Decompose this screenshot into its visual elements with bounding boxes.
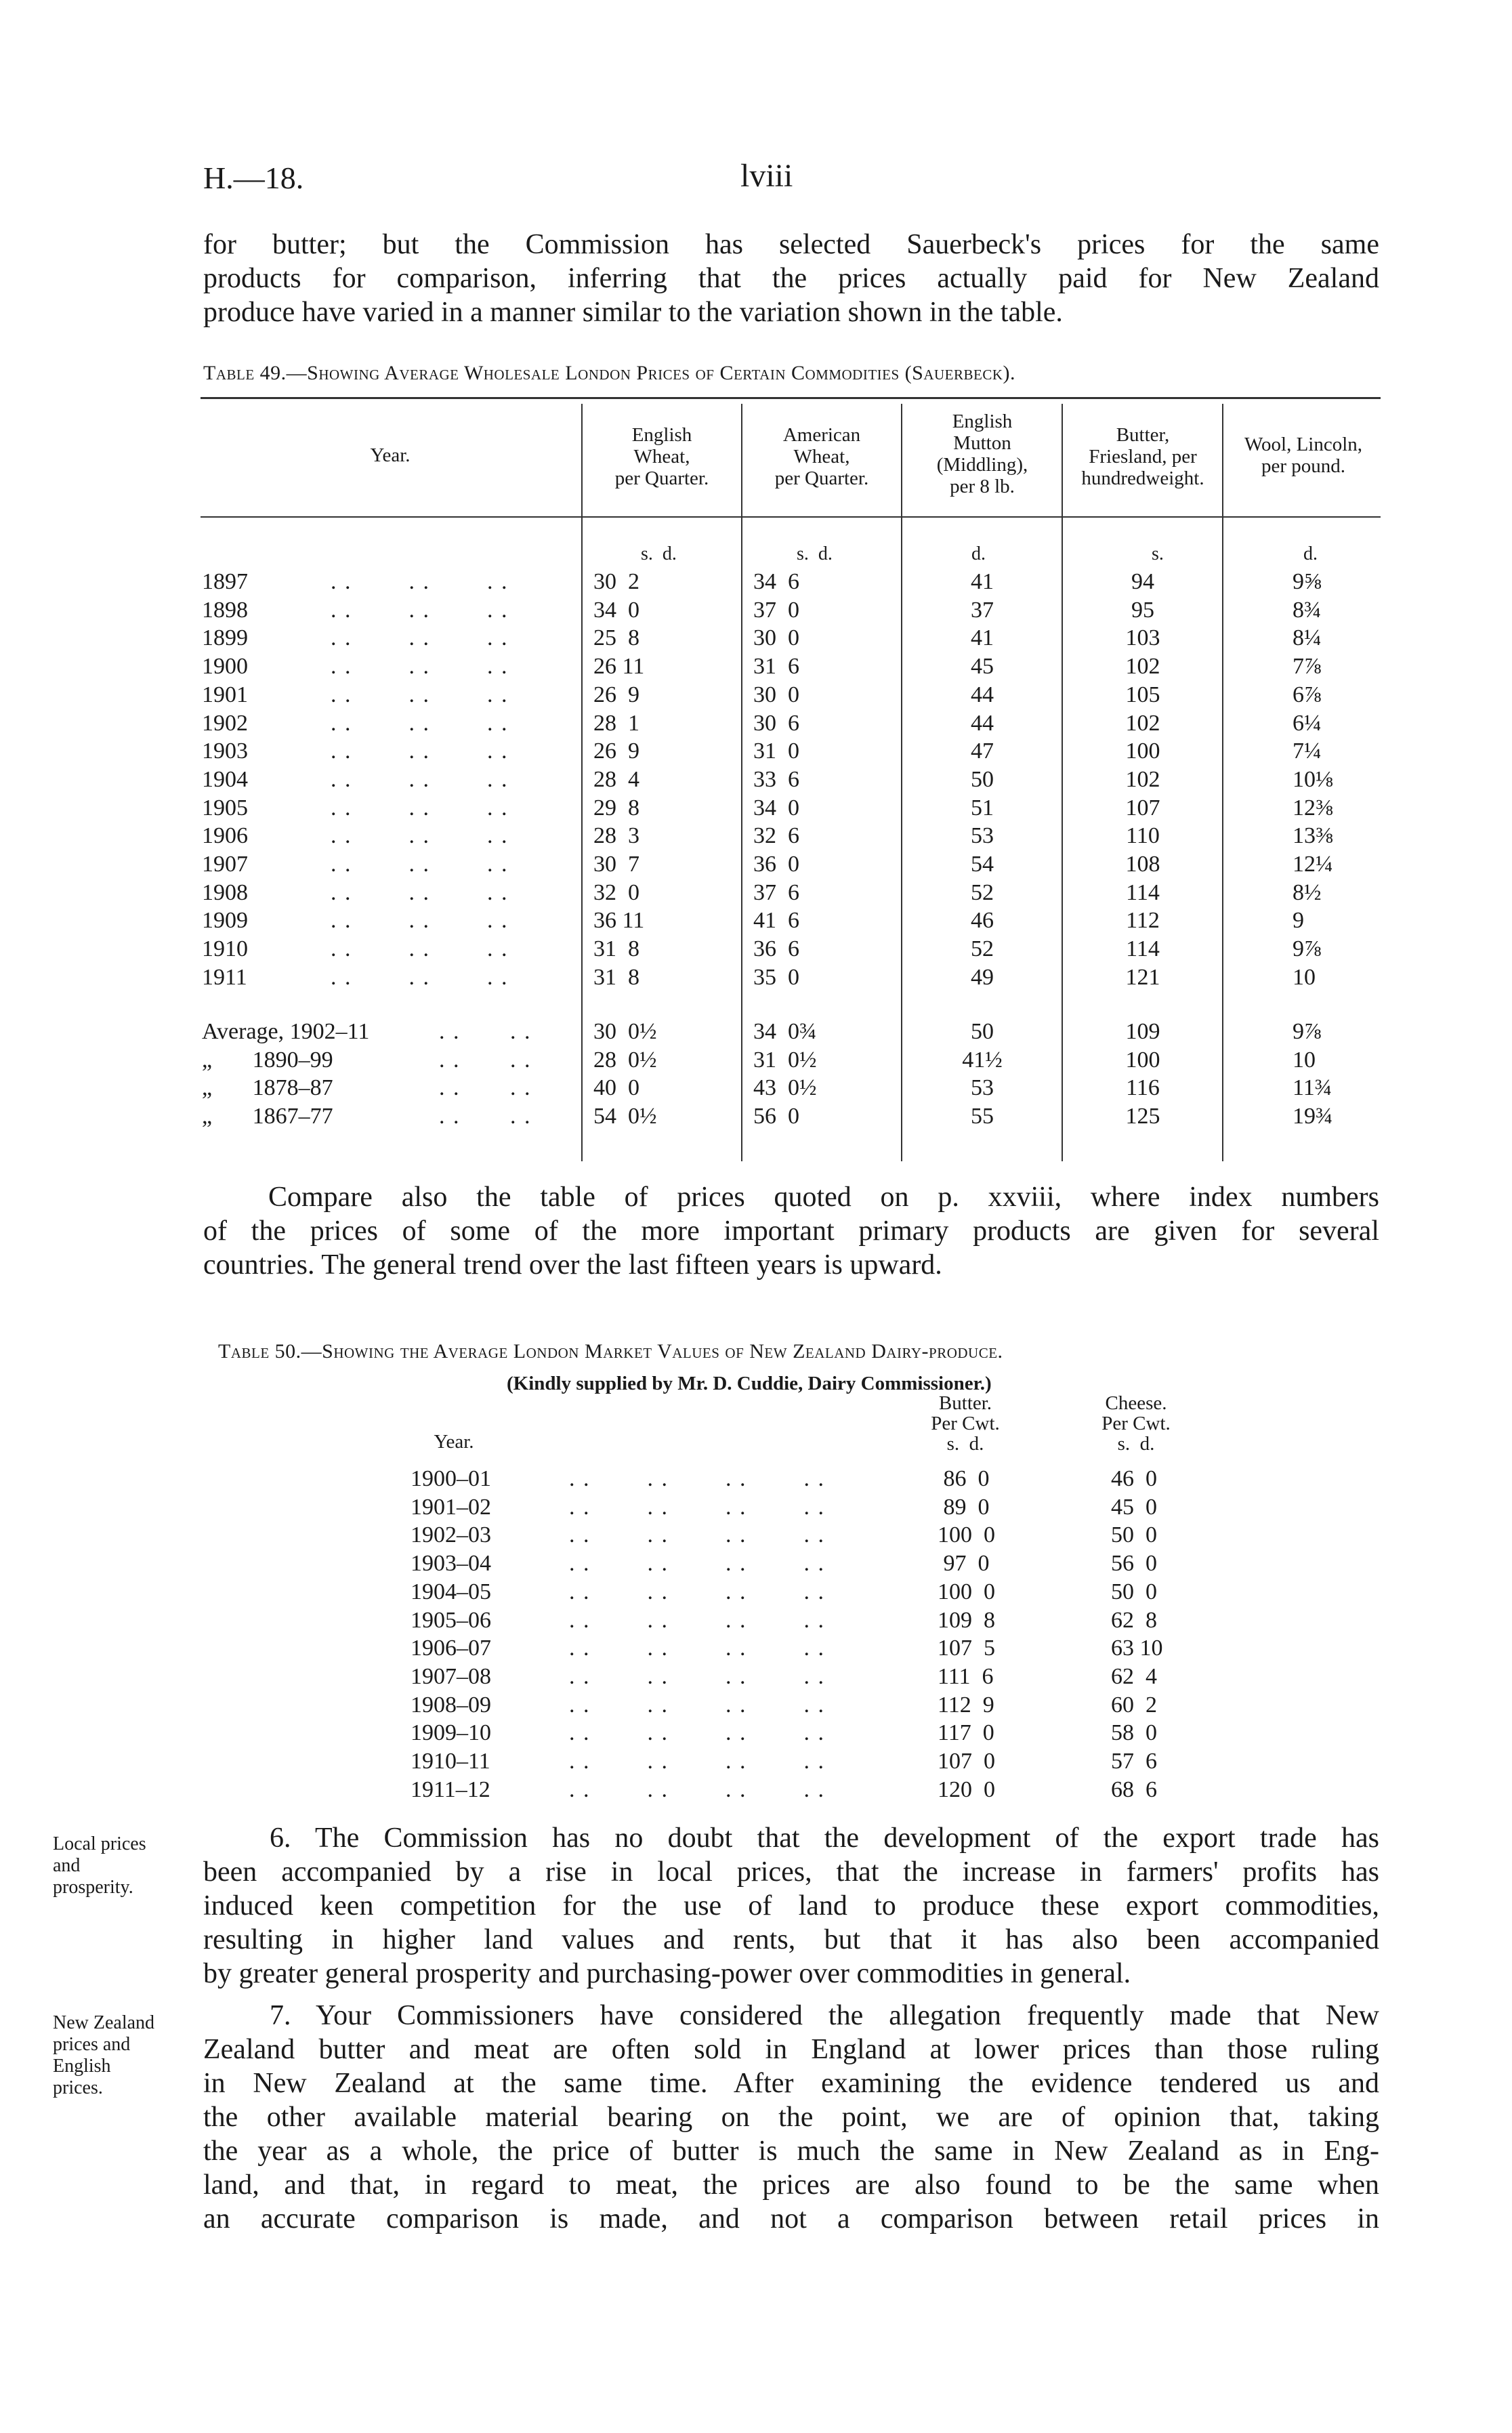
col-header-year: Year.	[434, 1431, 474, 1453]
wool-cell: 8½	[1293, 879, 1322, 905]
butter-cell: 100 0	[938, 1522, 995, 1548]
year-cell: 1910	[202, 936, 248, 962]
margin-line: prosperity.	[53, 1877, 133, 1898]
leader-dots: . . . . . . . .	[569, 1776, 825, 1802]
mutton-cell: 41	[971, 569, 994, 594]
page-id: H.—18.	[203, 161, 304, 195]
mutton-cell: 50	[971, 766, 994, 792]
header-line: hundredweight.	[1081, 467, 1204, 489]
mutton-cell: 44	[971, 710, 994, 736]
wheat_am-cell: 31 0	[753, 739, 799, 764]
mutton-cell: 45	[971, 654, 994, 680]
wheat_am-cell: 31 6	[753, 654, 799, 680]
wheat_en-cell: 30 7	[593, 852, 639, 877]
wool-cell: 8¼	[1293, 625, 1322, 651]
header-line: Cheese.	[1105, 1392, 1167, 1414]
wheat_am-cell: 30 0	[753, 625, 799, 651]
wool-cell: 6¼	[1293, 710, 1322, 736]
table49-caption: Table 49.—Showing Average Wholesale London Prices of Certain Commodities (Sauerbeck).	[203, 362, 1015, 384]
wheat_en-cell: 40 0	[593, 1075, 639, 1101]
header-line: per pound.	[1261, 455, 1346, 477]
year-cell: 1909–10	[411, 1720, 491, 1746]
unit-label: d.	[1303, 543, 1318, 564]
header-line: per Quarter.	[774, 467, 869, 489]
mutton-cell: 49	[971, 964, 994, 990]
mutton-cell: 53	[971, 1075, 994, 1101]
cheese-cell: 60 2	[1111, 1692, 1157, 1718]
wheat_am-cell: 31 0½	[753, 1047, 817, 1073]
wheat_am-cell: 43 0½	[753, 1075, 817, 1101]
leader-dots: . . . .	[439, 1104, 532, 1129]
header-line: Butter,	[1116, 424, 1170, 446]
cheese-cell: 57 6	[1111, 1749, 1157, 1774]
cheese-cell: 50 0	[1111, 1522, 1157, 1548]
margin-line: New Zealand	[53, 2012, 155, 2033]
paragraph-7	[203, 1999, 1379, 2236]
header-line: American	[782, 424, 861, 446]
col-header-year: Year.	[370, 444, 411, 466]
wheat_en-cell: 28 3	[593, 823, 639, 849]
wool-cell: 12⅜	[1293, 795, 1333, 820]
wheat_en-cell: 31 8	[593, 964, 639, 990]
butter-cell: 121	[1125, 964, 1160, 990]
mutton-cell: 55	[971, 1104, 994, 1129]
butter-cell: 107 5	[938, 1636, 995, 1661]
wheat_am-cell: 33 6	[753, 766, 799, 792]
unit-label: s. d.	[641, 543, 677, 564]
leader-dots: . . . . . .	[331, 625, 509, 651]
year-cell: 1901–02	[411, 1494, 491, 1520]
butter-cell: 100	[1125, 1047, 1160, 1073]
wheat_am-cell: 34 0	[753, 795, 799, 820]
wheat_en-cell: 31 8	[593, 936, 639, 962]
margin-line: prices.	[53, 2077, 103, 2098]
average-label: „ 1878–87	[202, 1075, 333, 1101]
wool-cell: 7⅞	[1293, 654, 1322, 680]
year-cell: 1907	[202, 852, 248, 877]
leader-dots: . . . . . . . .	[569, 1494, 825, 1520]
butter-cell: 86 0	[938, 1466, 990, 1491]
butter-cell: 110	[1126, 823, 1160, 849]
leader-dots: . . . . . .	[331, 936, 509, 962]
text-line: induced keen competition for the use of land to produce these export commodities,	[203, 1890, 1379, 1921]
col-header-butter	[908, 1393, 1023, 1454]
cheese-cell: 58 0	[1111, 1720, 1157, 1746]
butter-cell: 112	[1126, 908, 1160, 934]
butter-cell: 108	[1125, 852, 1160, 877]
mutton-cell: 52	[971, 879, 994, 905]
mutton-cell: 41½	[962, 1047, 1003, 1073]
butter-cell: 114	[1126, 879, 1160, 905]
cheese-cell: 56 0	[1111, 1551, 1157, 1577]
wool-cell: 9⅞	[1293, 1019, 1322, 1044]
wheat_en-cell: 28 0½	[593, 1047, 657, 1073]
text-line: produce have varied in a manner similar to the variation shown in the table.	[203, 297, 1063, 328]
leader-dots: . . . . . . . .	[569, 1522, 825, 1548]
butter-cell: 100 0	[938, 1579, 995, 1604]
wool-cell: 6⅞	[1293, 682, 1322, 707]
leader-dots: . . . . . .	[331, 766, 509, 792]
year-cell: 1902	[202, 710, 248, 736]
wool-cell: 12¼	[1293, 852, 1333, 877]
col-header-cheese	[1078, 1393, 1194, 1454]
leader-dots: . . . . . . . .	[569, 1720, 825, 1746]
margin-line: English	[53, 2056, 111, 2077]
header-line: Butter.	[938, 1392, 992, 1414]
butter-cell: 107 0	[938, 1749, 995, 1774]
year-cell: 1907–08	[411, 1663, 491, 1689]
butter-cell: 89 0	[938, 1494, 990, 1520]
wheat_en-cell: 25 8	[593, 625, 639, 651]
wool-cell: 13⅜	[1293, 823, 1333, 849]
header-line: Wool, Lincoln,	[1244, 434, 1363, 455]
header-line: per Quarter.	[614, 467, 709, 489]
wool-cell: 11¾	[1293, 1075, 1332, 1101]
header-line: Friesland, per	[1089, 446, 1197, 467]
paragraph-6	[203, 1821, 1379, 1991]
mutton-cell: 37	[971, 597, 994, 623]
year-cell: 1900–01	[411, 1466, 491, 1491]
text-line: of the prices of some of the more important primary products are given for several	[203, 1215, 1379, 1247]
wool-cell: 9⅞	[1293, 936, 1322, 962]
cheese-cell: 62 8	[1111, 1607, 1157, 1633]
wheat_en-cell: 28 4	[593, 766, 639, 792]
year-cell: 1901	[202, 682, 248, 707]
butter-cell: 100	[1125, 739, 1160, 764]
table50-caption: Table 50.—Showing the Average London Market Values of New Zealand Dairy-produce.	[218, 1340, 1003, 1363]
wheat_en-cell: 30 2	[593, 569, 639, 594]
text-line: the other available material bearing on the point, we are of opinion that, taking	[203, 2102, 1379, 2133]
mutton-cell: 44	[971, 682, 994, 707]
leader-dots: . . . . . .	[331, 682, 509, 707]
mutton-cell: 41	[971, 625, 994, 651]
butter-cell: 107	[1125, 795, 1160, 820]
text-line: for butter; but the Commission has selected Sauerbeck's prices for the same	[203, 229, 1379, 260]
butter-cell: 94	[1131, 569, 1154, 594]
year-cell: 1900	[202, 654, 248, 680]
mutton-cell: 52	[971, 936, 994, 962]
wheat_am-cell: 37 6	[753, 879, 799, 905]
mutton-cell: 51	[971, 795, 994, 820]
leader-dots: . . . . . . . .	[569, 1551, 825, 1577]
wool-cell: 9⅝	[1293, 569, 1322, 594]
year-cell: 1906–07	[411, 1636, 491, 1661]
mutton-cell: 53	[971, 823, 994, 849]
margin-line: Local prices	[53, 1833, 146, 1854]
margin-line: prices and	[53, 2034, 131, 2055]
year-cell: 1905–06	[411, 1607, 491, 1633]
year-cell: 1910–11	[411, 1749, 490, 1774]
butter-cell: 105	[1125, 682, 1160, 707]
text-line: the year as a whole, the price of butter is much the same in New Zealand as in Eng-	[203, 2136, 1379, 2167]
cheese-cell: 63 10	[1111, 1636, 1163, 1661]
text-line: 6. The Commission has no doubt that the development of the export trade has	[270, 1823, 1379, 1854]
year-cell: 1903	[202, 739, 248, 764]
table50-subcaption: (Kindly supplied by Mr. D. Cuddie, Dairy Commissioner.)	[507, 1373, 992, 1394]
butter-cell: 114	[1126, 936, 1160, 962]
wheat_am-cell: 56 0	[753, 1104, 799, 1129]
butter-cell: 109 8	[938, 1607, 995, 1633]
unit-label: d.	[971, 543, 986, 564]
wheat_am-cell: 34 0¾	[753, 1019, 817, 1044]
text-line: 7. Your Commissioners have considered the allegation frequently made that New	[270, 2000, 1379, 2031]
year-cell: 1904–05	[411, 1579, 491, 1604]
leader-dots: . . . . . . . .	[569, 1749, 825, 1774]
wheat_en-cell: 30 0½	[593, 1019, 657, 1044]
unit-label: s.	[1152, 543, 1164, 564]
leader-dots: . . . .	[439, 1047, 532, 1073]
year-cell: 1909	[202, 908, 248, 934]
text-line: products for comparison, inferring that the prices actually paid for New Zealand	[203, 263, 1379, 294]
leader-dots: . . . . . .	[331, 597, 509, 623]
text-line: been accompanied by a rise in local prices, that the increase in farmers' profits has	[203, 1856, 1379, 1888]
mutton-cell: 54	[971, 852, 994, 877]
leader-dots: . . . . . . . .	[569, 1579, 825, 1604]
leader-dots: . . . . . .	[331, 795, 509, 820]
wool-cell: 10	[1293, 964, 1316, 990]
wheat_en-cell: 54 0½	[593, 1104, 657, 1129]
butter-cell: 116	[1126, 1075, 1160, 1101]
year-cell: 1902–03	[411, 1522, 491, 1548]
mutton-cell: 46	[971, 908, 994, 934]
leader-dots: . . . . . .	[331, 823, 509, 849]
leader-dots: . . . . . . . .	[569, 1692, 825, 1718]
header-line: Per Cwt.	[1101, 1413, 1171, 1434]
year-cell: 1898	[202, 597, 248, 623]
wheat_am-cell: 41 6	[753, 908, 799, 934]
butter-cell: 102	[1125, 710, 1160, 736]
cheese-cell: 45 0	[1111, 1494, 1157, 1520]
wool-cell: 9	[1293, 908, 1304, 934]
leader-dots: . . . . . . . .	[569, 1663, 825, 1689]
leader-dots: . . . . . . . .	[569, 1636, 825, 1661]
butter-cell: 117 0	[938, 1720, 994, 1746]
margin-note-local-prices	[53, 1833, 146, 1898]
header-line: Mutton	[953, 432, 1011, 454]
year-cell: 1908	[202, 879, 248, 905]
wool-cell: 10	[1293, 1047, 1316, 1073]
cheese-cell: 50 0	[1111, 1579, 1157, 1604]
text-line: by greater general prosperity and purchasing-power over commodities in general.	[203, 1958, 1131, 1989]
wheat_en-cell: 26 9	[593, 682, 639, 707]
year-cell: 1905	[202, 795, 248, 820]
text-line: in New Zealand at the same time. After examining the evidence tendered us and	[203, 2068, 1379, 2099]
wheat_am-cell: 36 6	[753, 936, 799, 962]
butter-cell: 103	[1125, 625, 1160, 651]
butter-cell: 109	[1125, 1019, 1160, 1044]
header-line: per 8 lb.	[950, 476, 1015, 497]
leader-dots: . . . . . .	[331, 654, 509, 680]
wool-cell: 10⅛	[1293, 766, 1333, 792]
wheat_en-cell: 26 9	[593, 739, 639, 764]
text-line: Compare also the table of prices quoted on p. xxviii, where index numbers	[268, 1182, 1379, 1213]
leader-dots: . . . . . .	[331, 739, 509, 764]
year-cell: 1911	[202, 964, 247, 990]
leader-dots: . . . .	[439, 1019, 532, 1044]
average-label: „ 1867–77	[202, 1104, 333, 1129]
leader-dots: . . . . . .	[331, 852, 509, 877]
wheat_am-cell: 32 6	[753, 823, 799, 849]
cheese-cell: 68 6	[1111, 1776, 1157, 1802]
wheat_en-cell: 32 0	[593, 879, 639, 905]
wheat_en-cell: 34 0	[593, 597, 639, 623]
butter-cell: 112 9	[938, 1692, 994, 1718]
year-cell: 1904	[202, 766, 248, 792]
wheat_am-cell: 30 6	[753, 710, 799, 736]
year-cell: 1906	[202, 823, 248, 849]
header-line: Wheat,	[633, 446, 690, 467]
margin-line: and	[53, 1855, 81, 1876]
wheat_am-cell: 34 6	[753, 569, 799, 594]
leader-dots: . . . . . .	[331, 879, 509, 905]
wool-cell: 7¼	[1293, 739, 1322, 764]
leader-dots: . . . . . .	[331, 964, 509, 990]
leader-dots: . . . . . . . .	[569, 1607, 825, 1633]
header-line: English	[631, 424, 692, 446]
year-cell: 1908–09	[411, 1692, 491, 1718]
cheese-cell: 46 0	[1111, 1466, 1157, 1491]
mutton-cell: 47	[971, 739, 994, 764]
wheat_en-cell: 29 8	[593, 795, 639, 820]
year-cell: 1903–04	[411, 1551, 491, 1577]
wool-cell: 8¾	[1293, 597, 1322, 623]
wheat_am-cell: 30 0	[753, 682, 799, 707]
cheese-cell: 62 4	[1111, 1663, 1157, 1689]
leader-dots: . . . . . .	[331, 908, 509, 934]
leader-dots: . . . . . .	[331, 569, 509, 594]
text-line: resulting in higher land values and rents, but that it has also been accompanied	[203, 1924, 1379, 1955]
text-line: Zealand butter and meat are often sold in England at lower prices than those ruling	[203, 2034, 1379, 2065]
butter-cell: 125	[1125, 1104, 1160, 1129]
wheat_am-cell: 37 0	[753, 597, 799, 623]
average-label: „ 1890–99	[202, 1047, 333, 1073]
average-label: Average, 1902–11	[202, 1019, 370, 1044]
header-line: s. d.	[1117, 1433, 1155, 1455]
wheat_en-cell: 28 1	[593, 710, 639, 736]
unit-label: s. d.	[797, 543, 833, 564]
butter-cell: 102	[1125, 766, 1160, 792]
header-line: Wheat,	[793, 446, 850, 467]
text-line: land, and that, in regard to meat, the prices are also found to be the same when	[203, 2169, 1379, 2201]
header-line: (Middling),	[936, 454, 1028, 476]
butter-cell: 97 0	[938, 1551, 990, 1577]
year-cell: 1897	[202, 569, 248, 594]
wool-cell: 19¾	[1293, 1104, 1333, 1129]
leader-dots: . . . . . . . .	[569, 1466, 825, 1491]
wheat_en-cell: 26 11	[593, 654, 645, 680]
text-line: an accurate comparison is made, and not a comparison between retail prices in	[203, 2203, 1379, 2234]
mutton-cell: 50	[971, 1019, 994, 1044]
leader-dots: . . . . . .	[331, 710, 509, 736]
margin-note-nz-english-prices	[53, 2012, 154, 2099]
wheat_am-cell: 36 0	[753, 852, 799, 877]
header-line: English	[952, 411, 1013, 432]
wheat_en-cell: 36 11	[593, 908, 645, 934]
page-number: lviii	[740, 158, 793, 194]
butter-cell: 111 6	[938, 1663, 994, 1689]
text-line: countries. The general trend over the last fifteen years is upward.	[203, 1249, 942, 1281]
header-line: Per Cwt.	[931, 1413, 1000, 1434]
butter-cell: 102	[1125, 654, 1160, 680]
year-cell: 1911–12	[411, 1776, 490, 1802]
butter-cell: 95	[1131, 597, 1154, 623]
wheat_am-cell: 35 0	[753, 964, 799, 990]
year-cell: 1899	[202, 625, 248, 651]
header-line: s. d.	[946, 1433, 984, 1455]
butter-cell: 120 0	[938, 1776, 995, 1802]
leader-dots: . . . .	[439, 1075, 532, 1101]
